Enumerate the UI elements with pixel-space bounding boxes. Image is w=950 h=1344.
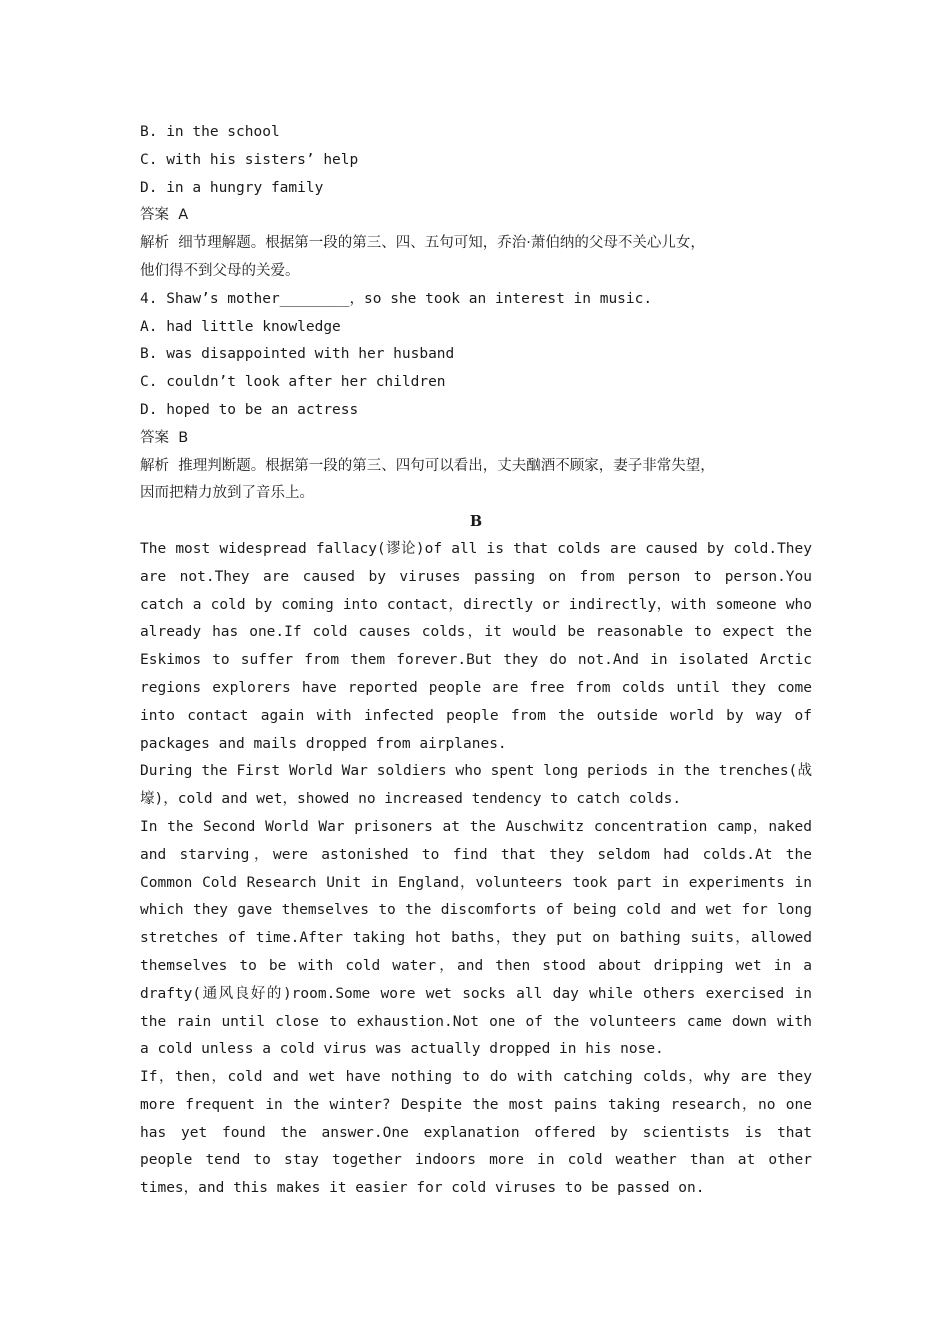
q3-answer: 答案 A <box>140 207 189 224</box>
section-label: B <box>469 513 483 531</box>
q3-analysis-line-2: 他们得不到父母的关爱。 <box>140 262 300 279</box>
q4-question: 4. Shaw’s mother________，so she took an interest in music. <box>140 290 653 307</box>
q4-option-a: A. had little knowledge <box>140 318 341 335</box>
q4-option-c: C. couldn’t look after her children <box>140 374 446 391</box>
passage-paragraph-2: During the First World War soldiers who spent long periods in the trenches(战壕)，cold and wet，showed no increased tendency to catch colds. <box>140 763 812 808</box>
q3-option-b: B. in the school <box>140 124 280 140</box>
document-page <box>140 119 812 1203</box>
q4-analysis-line-1: 解析 推理判断题。根据第一段的第三、四句可以看出，丈夫酗酒不顾家，妻子非常失望， <box>140 457 715 474</box>
q3-analysis-line-1: 解析 细节理解题。根据第一段的第三、四、五句可知，乔治·萧伯纳的父母不关心儿女， <box>140 235 705 252</box>
q3-option-d: D. in a hungry family <box>140 179 324 196</box>
q4-analysis-line-2: 因而把精力放到了音乐上。 <box>140 485 314 502</box>
q4-option-b: B. was disappointed with her husband <box>140 346 455 363</box>
q3-option-c: C. with his sisters’ help <box>140 151 359 168</box>
q4-option-d: D. hoped to be an actress <box>140 401 359 418</box>
passage-paragraph-1: The most widespread fallacy(谬论)of all is that colds are caused by cold.They are not.They are caused by viruses passing on from person to person.You catch a cold by coming into contact，directly or indirectly，with someone who already has one.If cold causes colds，it would be reasonable to expect the Eskimos to suffer from them forever.But they do not.And in isolated Arctic regions explorers have reported people are free from colds until they come into contact again with infected people from the outside world by way of packages and mails dropped from airplanes. <box>140 540 812 752</box>
q4-answer: 答案 B <box>140 429 189 446</box>
passage-paragraph-4: If，then，cold and wet have nothing to do with catching colds，why are they more frequent in the winter? Despite the most pains taking research，no one has yet found the answer.One explanation offered by scientists is that people tend to stay together indoors more in cold weather than at other times，and this makes it easier for cold viruses to be passed on. <box>140 1069 812 1197</box>
passage-paragraph-3: In the Second World War prisoners at the Auschwitz concentration camp，naked and starving，were astonished to find that they seldom had colds.At the Common Cold Research Unit in England，volunteers took part in experiments in which they gave themselves to the discomforts of being cold and wet for long stretches of time.After taking hot baths，they put on bathing suits，allowed themselves to be with cold water，and then stood about dripping wet in a drafty(通风良好的)room.Some wore wet socks all day while others exercised in the rain until close to exhaustion.Not one of the volunteers came down with a cold unless a cold virus was actually dropped in his nose. <box>140 818 812 1058</box>
